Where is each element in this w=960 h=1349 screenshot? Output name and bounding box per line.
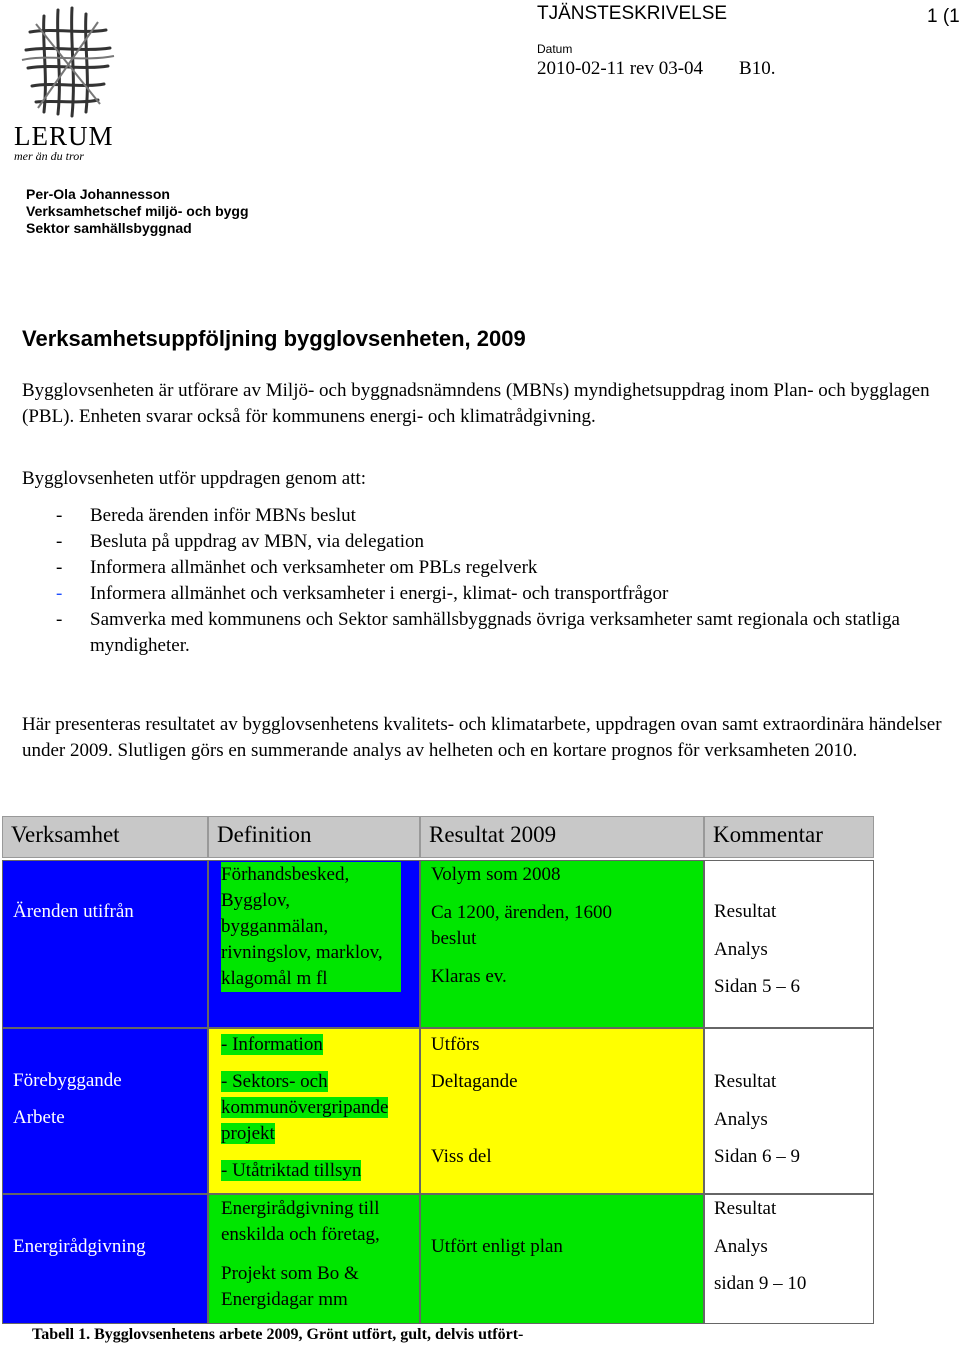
results-table	[2, 816, 874, 1324]
header-resultat: Resultat 2009	[420, 816, 704, 858]
page-number: 1 (1	[927, 6, 960, 27]
table-cell: Ärenden utifrån	[2, 860, 208, 1028]
lerum-lattice-icon	[14, 4, 118, 122]
date-label: Datum	[537, 42, 573, 56]
author-name: Per-Ola Johannesson	[26, 186, 170, 202]
task-list	[56, 503, 936, 659]
table-caption: Tabell 1. Bygglovsenhetens arbete 2009, Grönt utfört, gult, delvis utfört-	[32, 1326, 524, 1343]
org-name: LERUM	[14, 121, 114, 151]
table-cell: Volym som 2008 Ca 1200, ärenden, 1600 beslut Klaras ev.	[420, 860, 704, 1028]
tasks-intro: Bygglovsenheten utför uppdragen genom att:	[22, 468, 367, 489]
date-value: 2010-02-11 rev 03-04	[537, 58, 704, 79]
table-cell: Resultat Analys Sidan 5 – 6	[704, 860, 874, 1028]
document-type: TJÄNSTESKRIVELSE	[537, 3, 728, 24]
list-item: - Informera allmänhet och verksamheter om PBLs regelverk	[56, 557, 538, 578]
intro-paragraph: Bygglovsenheten är utförare av Miljö- och byggnadsnämndens (MBNs) myndighetsuppdrag inom Plan- och bygglagen (PBL). Enheten svarar också för kommunens energi- och klimatrådgivning.	[22, 380, 930, 427]
table-cell: Utfört enligt plan	[420, 1194, 704, 1324]
list-item: - Besluta på uppdrag av MBN, via delegation	[56, 531, 425, 552]
table-cell: - Information - Sektors- och kommunövergripande projekt - Utåtriktad tillsyn	[208, 1028, 420, 1194]
header-definition: Definition	[208, 816, 420, 858]
author-department: Sektor samhällsbyggnad	[26, 220, 192, 236]
table-cell: Förhandsbesked, Bygglov, bygganmälan, rivningslov, marklov, klagomål m fl	[208, 860, 420, 1028]
table-cell: Utförs Deltagande Viss del	[420, 1028, 704, 1194]
date-block	[537, 58, 775, 80]
table-cell: Energirådgivning	[2, 1194, 208, 1324]
table-cell: Energirådgivning till enskilda och företag, Projekt som Bo & Energidagar mm	[208, 1194, 420, 1324]
list-item: - Bereda ärenden inför MBNs beslut	[56, 505, 356, 526]
org-slogan: mer än du tror	[14, 149, 84, 163]
table-cell: Resultat Analys Sidan 6 – 9	[704, 1028, 874, 1194]
author-block	[26, 186, 249, 237]
header-kommentar: Kommentar	[704, 816, 874, 858]
table-cell: Förebyggande Arbete	[2, 1028, 208, 1194]
lerum-logo	[14, 4, 118, 164]
summary-paragraph: Här presenteras resultatet av bygglovsenhetens kvalitets- och klimatarbete, uppdragen ovan samt extraordinära händelser under 2009. Slutligen görs en summerande analys av helheten och en kortare prognos för verksamheten 2010.	[22, 714, 942, 761]
header-verksamhet: Verksamhet	[2, 816, 208, 858]
list-item: - Samverka med kommunens och Sektor samhällsbyggnads övriga verksamheter samt regionala och statliga myndigheter.	[56, 609, 900, 656]
author-role: Verksamhetschef miljö- och bygg	[26, 203, 249, 219]
table-cell: Resultat Analys sidan 9 – 10	[704, 1194, 874, 1324]
list-item: - Informera allmänhet och verksamheter i energi-, klimat- och transportfrågor	[56, 583, 669, 604]
page-title: Verksamhetsuppföljning bygglovsenheten, 2009	[22, 326, 526, 351]
case-reference: B10.	[739, 58, 776, 79]
